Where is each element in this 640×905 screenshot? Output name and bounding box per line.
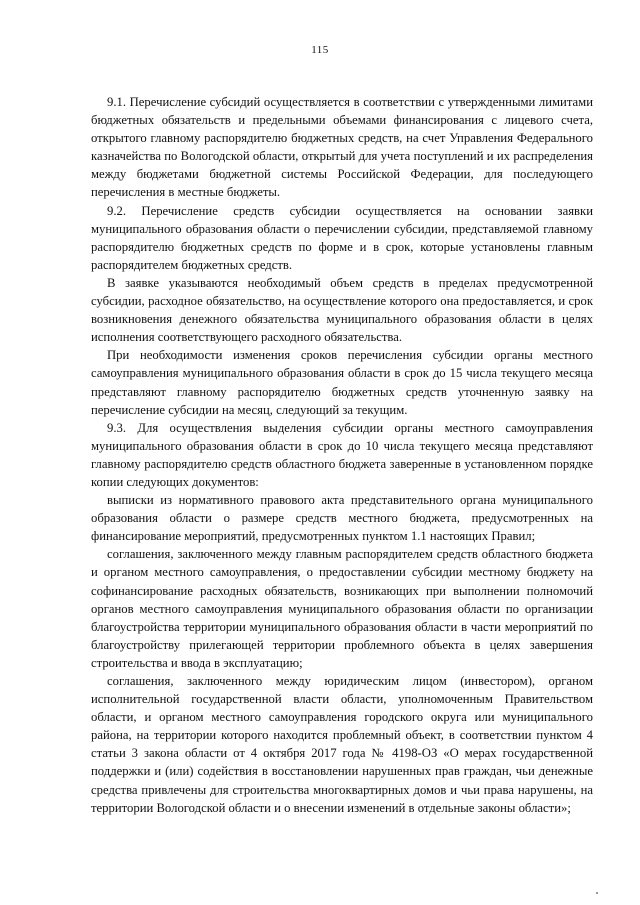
list-item-subsidy-agreement: соглашения, заключенного между главным распорядителем средств областного бюджета и органом местного самоуправления, о предоставлении субсидии местному бюджету на софинансирование расходных обязательств, возникающих при выполнении полномочий органов местного самоуправления муниципального образования области по организации благоустройства территории муниципального образования области в части мероприятий по благоустройству прилегающей территории проблемного объекта в целях завершения строительства и ввода в эксплуатацию; [91,547,593,670]
page-number: 115 [311,44,329,56]
list-item-extract: выписки из нормативного правового акта представительного органа муниципального образования области о размере средств местного бюджета, предусмотренных на финансирование мероприятий, предусмотренных пунктом 1.1 настоящих Правил; [91,493,593,544]
paragraph-application-contents: В заявке указываются необходимый объем средств в пределах предусмотренной субсидии, расходное обязательство, на осуществление которого она предоставляется, и срок возникновения денежного обязательства муниципального образования области в целях исполнения соответствующего расходного обязательства. [91,275,593,345]
paragraph-deadline-changes: При необходимости изменения сроков перечисления субсидии органы местного самоуправления муниципального образования области в срок до 15 числа текущего месяца представляют главному распорядителю бюджетных средств уточненную заявку на перечисление субсидии на месяц, следующий за текущим. [91,348,593,417]
paragraph-9-1: 9.1. Перечисление субсидий осуществляется в соответствии с утвержденными лимитами бюджетных обязательств и предельными объемами финансирования с лицевого счета, открытого главному распорядителю бюджетных средств, на счет Управления Федерального казначейства по Вологодской области, открытый для учета поступлений и их распределения между бюджетами бюджетной системы Российской Федерации, для последующего перечисления в местные бюджеты. [91,95,593,200]
document-body [91,93,593,817]
paragraph-9-3: 9.3. Для осуществления выделения субсидии органы местного самоуправления муниципального образования области в срок до 10 числа текущего месяца представляют главному распорядителю средств областного бюджета заверенные в установленном порядке копии следующих документов: [91,420,593,489]
scan-dot [596,892,598,894]
paragraph-9-2: 9.2. Перечисление средств субсидии осуществляется на основании заявки муниципального образования области о перечислении субсидии, представляемой главному распорядителю бюджетных средств по форме и в срок, которые установлены главным распорядителем бюджетных средств. [91,203,593,272]
list-item-investor-agreement: соглашения, заключенного между юридическим лицом (инвестором), органом исполнительной государственной власти области, уполномоченным Правительством области, и органом местного самоуправления городского округа или муниципального района, на территории которого находится проблемный объект, в соответствии пунктом 4 статьи 3 закона области от 4 октября 2017 года № 4198-ОЗ «О мерах государственной поддержки и (или) содействия в восстановлении нарушенных прав граждан, чьи денежные средства привлечены для строительства многоквартирных домов и чьи права нарушены, на территории Вологодской области и о внесении изменений в отдельные законы области»; [91,674,593,815]
